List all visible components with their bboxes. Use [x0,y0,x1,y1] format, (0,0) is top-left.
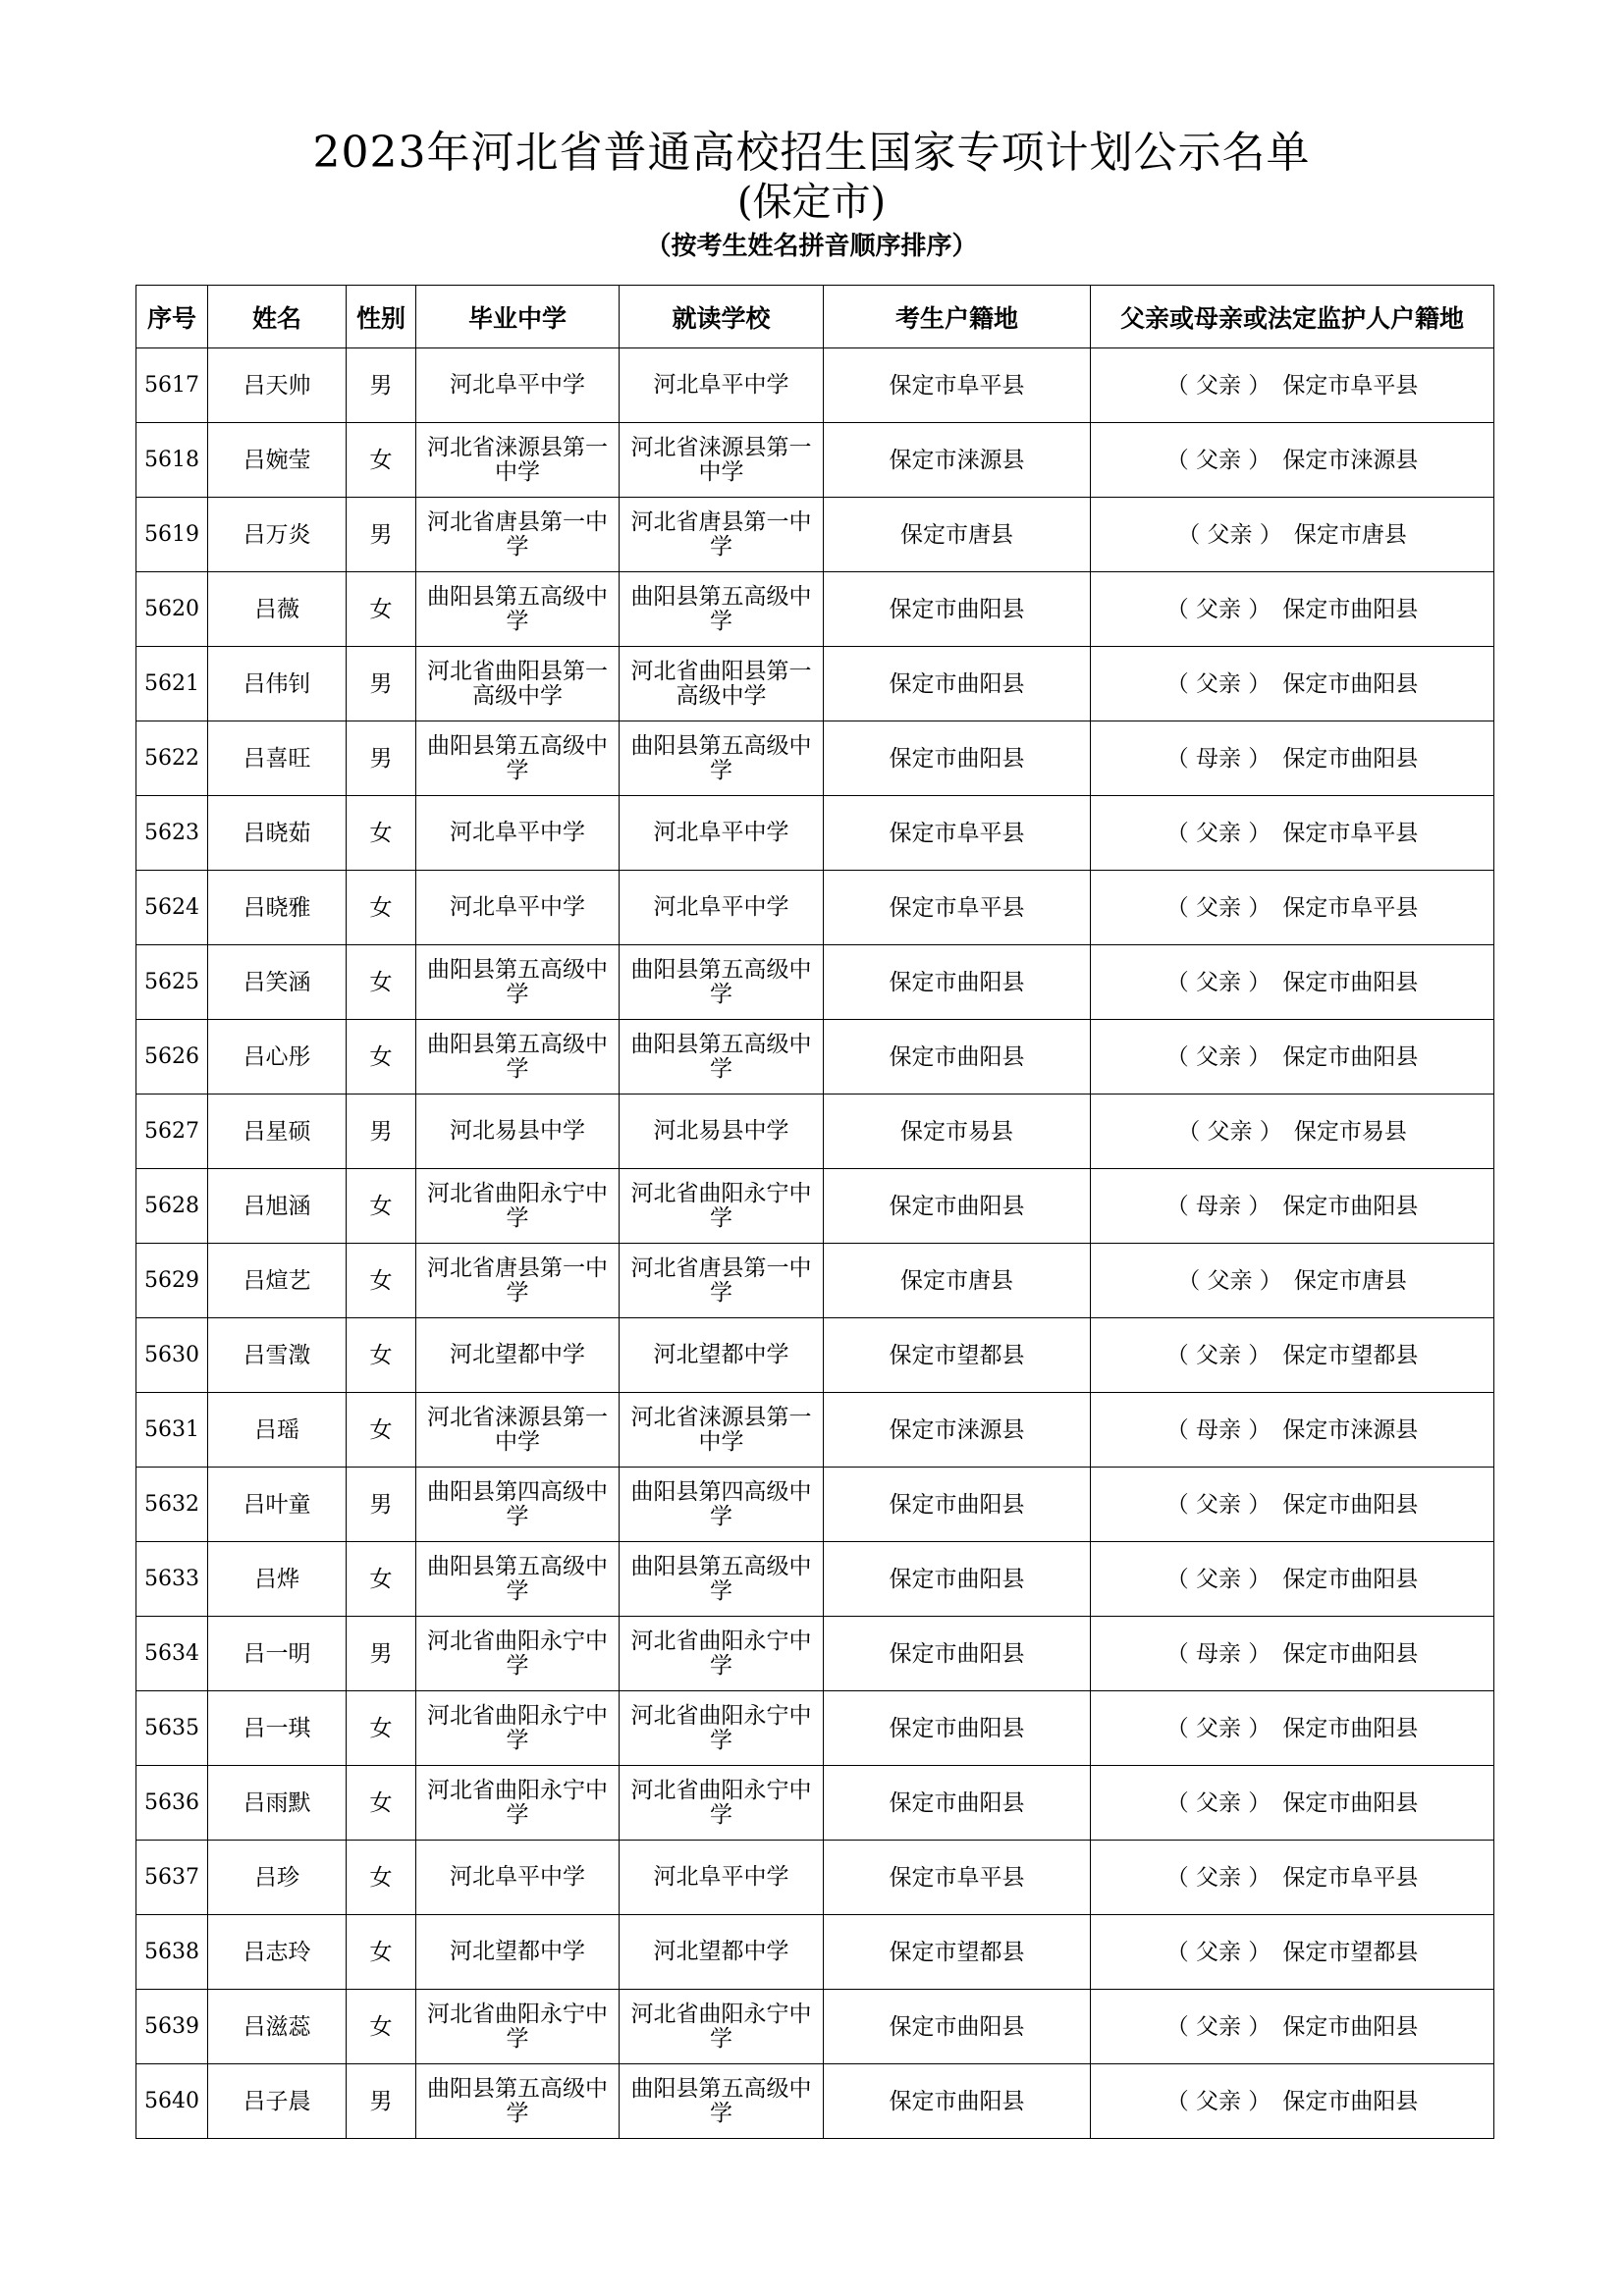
cell-name: 吕滋蕊 [208,1990,347,2064]
cell-seq: 5640 [136,2064,208,2139]
cell-gender: 女 [347,1318,416,1393]
cell-grad-school: 河北望都中学 [416,1915,620,1990]
document-city: (保定市) [736,180,887,225]
cell-hukou: 保定市曲阳县 [824,721,1091,796]
guardian-hukou: 保定市曲阳县 [1282,1193,1419,1219]
cell-name: 吕雪澂 [208,1318,347,1393]
cell-study-school: 河北阜平中学 [620,796,824,871]
header-grad-school: 毕业中学 [416,286,620,348]
cell-guardian [1091,1318,1494,1393]
cell-seq: 5632 [136,1468,208,1542]
guardian-hukou: 保定市曲阳县 [1282,2013,1419,2040]
cell-grad-school: 河北阜平中学 [416,796,620,871]
table-row [136,945,1494,1020]
guardian-hukou: 保定市曲阳县 [1282,1491,1419,1518]
cell-grad-school: 河北省曲阳永宁中学 [416,1617,620,1691]
cell-grad-school: 河北省涞源县第一中学 [416,1393,620,1468]
cell-hukou: 保定市望都县 [824,1915,1091,1990]
cell-seq: 5633 [136,1542,208,1617]
guardian-hukou: 保定市曲阳县 [1282,1715,1419,1741]
cell-gender: 女 [347,1841,416,1915]
cell-guardian [1091,1020,1494,1095]
cell-hukou: 保定市阜平县 [824,796,1091,871]
cell-name: 吕煊艺 [208,1244,347,1318]
cell-hukou: 保定市曲阳县 [824,2064,1091,2139]
cell-study-school: 曲阳县第五高级中学 [620,2064,824,2139]
cell-name: 吕子晨 [208,2064,347,2139]
cell-hukou: 保定市阜平县 [824,1841,1091,1915]
table-row [136,796,1494,871]
guardian-relation: （ 母亲 ） [1165,1416,1271,1443]
cell-guardian [1091,1244,1494,1318]
guardian-hukou: 保定市唐县 [1293,1267,1407,1294]
cell-seq: 5622 [136,721,208,796]
cell-guardian [1091,1095,1494,1169]
cell-name: 吕天帅 [208,348,347,423]
cell-hukou: 保定市曲阳县 [824,572,1091,647]
guardian-relation: （ 父亲 ） [1165,1342,1271,1368]
guardian-relation: （ 父亲 ） [1165,670,1271,697]
cell-guardian [1091,423,1494,498]
document-title: 2023年河北省普通高校招生国家专项计划公示名单 [312,128,1311,178]
guardian-hukou: 保定市曲阳县 [1282,969,1419,995]
cell-grad-school: 河北省曲阳永宁中学 [416,1766,620,1841]
cell-gender: 男 [347,721,416,796]
table-row [136,423,1494,498]
cell-seq: 5628 [136,1169,208,1244]
cell-study-school: 河北省曲阳县第一高级中学 [620,647,824,721]
table-row [136,1691,1494,1766]
guardian-relation: （ 母亲 ） [1165,1193,1271,1219]
cell-hukou: 保定市曲阳县 [824,1468,1091,1542]
cell-gender: 女 [347,423,416,498]
cell-name: 吕星硕 [208,1095,347,1169]
cell-study-school: 河北望都中学 [620,1915,824,1990]
cell-grad-school: 曲阳县第五高级中学 [416,1020,620,1095]
cell-grad-school: 河北省涞源县第一中学 [416,423,620,498]
cell-gender: 女 [347,1915,416,1990]
cell-hukou: 保定市曲阳县 [824,647,1091,721]
cell-name: 吕薇 [208,572,347,647]
guardian-hukou: 保定市曲阳县 [1282,1043,1419,1070]
cell-study-school: 河北省曲阳永宁中学 [620,1169,824,1244]
guardian-hukou: 保定市曲阳县 [1282,1566,1419,1592]
table-row [136,2064,1494,2139]
cell-hukou: 保定市易县 [824,1095,1091,1169]
guardian-relation: （ 母亲 ） [1165,1640,1271,1667]
table-row [136,1915,1494,1990]
cell-hukou: 保定市涞源县 [824,423,1091,498]
table-row [136,1318,1494,1393]
cell-hukou: 保定市阜平县 [824,348,1091,423]
cell-study-school: 河北省唐县第一中学 [620,1244,824,1318]
table-row [136,721,1494,796]
cell-seq: 5638 [136,1915,208,1990]
cell-guardian [1091,796,1494,871]
guardian-hukou: 保定市曲阳县 [1282,670,1419,697]
cell-name: 吕志玲 [208,1915,347,1990]
cell-gender: 女 [347,1020,416,1095]
guardian-relation: （ 父亲 ） [1165,894,1271,921]
guardian-hukou: 保定市涞源县 [1282,447,1419,473]
cell-name: 吕瑶 [208,1393,347,1468]
cell-guardian [1091,1766,1494,1841]
cell-gender: 女 [347,871,416,945]
cell-guardian [1091,1393,1494,1468]
table-row [136,1542,1494,1617]
cell-hukou: 保定市唐县 [824,1244,1091,1318]
cell-study-school: 曲阳县第四高级中学 [620,1468,824,1542]
cell-seq: 5635 [136,1691,208,1766]
cell-hukou: 保定市曲阳县 [824,1169,1091,1244]
cell-grad-school: 曲阳县第五高级中学 [416,721,620,796]
cell-seq: 5621 [136,647,208,721]
cell-name: 吕珍 [208,1841,347,1915]
cell-seq: 5624 [136,871,208,945]
guardian-hukou: 保定市望都县 [1282,1939,1419,1965]
cell-study-school: 河北易县中学 [620,1095,824,1169]
cell-guardian [1091,1990,1494,2064]
cell-name: 吕一琪 [208,1691,347,1766]
cell-gender: 女 [347,1766,416,1841]
cell-gender: 女 [347,1990,416,2064]
cell-name: 吕旭涵 [208,1169,347,1244]
sort-note: （按考生姓名拼音顺序排序） [645,232,978,261]
cell-study-school: 河北省曲阳永宁中学 [620,1990,824,2064]
table-row [136,1617,1494,1691]
cell-seq: 5619 [136,498,208,572]
cell-study-school: 河北省曲阳永宁中学 [620,1617,824,1691]
cell-gender: 男 [347,1095,416,1169]
guardian-relation: （ 父亲 ） [1177,521,1282,548]
cell-gender: 女 [347,572,416,647]
cell-hukou: 保定市曲阳县 [824,1766,1091,1841]
cell-seq: 5626 [136,1020,208,1095]
cell-gender: 女 [347,796,416,871]
cell-name: 吕雨默 [208,1766,347,1841]
cell-study-school: 河北省涞源县第一中学 [620,1393,824,1468]
cell-seq: 5625 [136,945,208,1020]
cell-seq: 5631 [136,1393,208,1468]
header-name: 姓名 [208,286,347,348]
cell-grad-school: 曲阳县第五高级中学 [416,572,620,647]
cell-name: 吕晓茹 [208,796,347,871]
cell-grad-school: 曲阳县第五高级中学 [416,945,620,1020]
guardian-relation: （ 父亲 ） [1165,1566,1271,1592]
cell-guardian [1091,1169,1494,1244]
guardian-hukou: 保定市曲阳县 [1282,1789,1419,1816]
cell-guardian [1091,647,1494,721]
cell-seq: 5618 [136,423,208,498]
cell-hukou: 保定市曲阳县 [824,1691,1091,1766]
cell-seq: 5617 [136,348,208,423]
cell-study-school: 曲阳县第五高级中学 [620,945,824,1020]
guardian-relation: （ 父亲 ） [1165,372,1271,399]
guardian-relation: （ 父亲 ） [1165,2088,1271,2114]
cell-study-school: 河北省涞源县第一中学 [620,423,824,498]
guardian-hukou: 保定市阜平县 [1282,372,1419,399]
guardian-relation: （ 父亲 ） [1177,1267,1282,1294]
cell-name: 吕烨 [208,1542,347,1617]
cell-name: 吕伟钊 [208,647,347,721]
cell-study-school: 河北省曲阳永宁中学 [620,1691,824,1766]
cell-name: 吕笑涵 [208,945,347,1020]
guardian-hukou: 保定市阜平县 [1282,820,1419,846]
cell-guardian [1091,945,1494,1020]
header-gender: 性别 [347,286,416,348]
cell-name: 吕一明 [208,1617,347,1691]
cell-seq: 5634 [136,1617,208,1691]
cell-hukou: 保定市望都县 [824,1318,1091,1393]
cell-grad-school: 河北易县中学 [416,1095,620,1169]
cell-grad-school: 曲阳县第五高级中学 [416,1542,620,1617]
cell-grad-school: 河北望都中学 [416,1318,620,1393]
guardian-hukou: 保定市曲阳县 [1282,2088,1419,2114]
cell-gender: 女 [347,1244,416,1318]
cell-guardian [1091,1617,1494,1691]
cell-hukou: 保定市曲阳县 [824,945,1091,1020]
header-seq: 序号 [136,286,208,348]
cell-guardian [1091,1542,1494,1617]
cell-gender: 女 [347,1691,416,1766]
guardian-relation: （ 父亲 ） [1165,1789,1271,1816]
table-row [136,1169,1494,1244]
cell-hukou: 保定市唐县 [824,498,1091,572]
guardian-relation: （ 母亲 ） [1165,745,1271,772]
cell-gender: 男 [347,2064,416,2139]
header-hukou: 考生户籍地 [824,286,1091,348]
cell-study-school: 曲阳县第五高级中学 [620,1542,824,1617]
cell-name: 吕心彤 [208,1020,347,1095]
guardian-hukou: 保定市阜平县 [1282,1864,1419,1891]
cell-name: 吕叶童 [208,1468,347,1542]
header-guardian-hukou: 父亲或母亲或法定监护人户籍地 [1091,286,1494,348]
table-body [136,348,1494,2139]
guardian-hukou: 保定市曲阳县 [1282,745,1419,772]
cell-seq: 5627 [136,1095,208,1169]
cell-hukou: 保定市曲阳县 [824,1020,1091,1095]
guardian-relation: （ 父亲 ） [1165,596,1271,622]
cell-hukou: 保定市涞源县 [824,1393,1091,1468]
table-row [136,1095,1494,1169]
cell-seq: 5620 [136,572,208,647]
table-row [136,498,1494,572]
cell-gender: 男 [347,647,416,721]
cell-study-school: 河北阜平中学 [620,871,824,945]
cell-seq: 5637 [136,1841,208,1915]
table-row [136,871,1494,945]
cell-gender: 男 [347,498,416,572]
cell-guardian [1091,1841,1494,1915]
cell-gender: 女 [347,945,416,1020]
cell-study-school: 曲阳县第五高级中学 [620,721,824,796]
table-header-row [136,286,1494,348]
cell-name: 吕喜旺 [208,721,347,796]
guardian-relation: （ 父亲 ） [1165,969,1271,995]
cell-gender: 女 [347,1169,416,1244]
guardian-relation: （ 父亲 ） [1177,1118,1282,1145]
table-row [136,348,1494,423]
cell-name: 吕晓雅 [208,871,347,945]
table-row [136,1020,1494,1095]
table-row [136,1990,1494,2064]
table-row [136,647,1494,721]
cell-hukou: 保定市阜平县 [824,871,1091,945]
guardian-hukou: 保定市望都县 [1282,1342,1419,1368]
cell-gender: 男 [347,348,416,423]
cell-grad-school: 曲阳县第五高级中学 [416,2064,620,2139]
cell-grad-school: 河北阜平中学 [416,348,620,423]
cell-seq: 5636 [136,1766,208,1841]
table-row [136,1244,1494,1318]
guardian-relation: （ 父亲 ） [1165,447,1271,473]
cell-name: 吕万炎 [208,498,347,572]
cell-grad-school: 河北省曲阳永宁中学 [416,1990,620,2064]
guardian-hukou: 保定市易县 [1293,1118,1407,1145]
cell-guardian [1091,871,1494,945]
cell-guardian [1091,498,1494,572]
table-row [136,1468,1494,1542]
cell-name: 吕婉莹 [208,423,347,498]
cell-hukou: 保定市曲阳县 [824,1990,1091,2064]
guardian-hukou: 保定市唐县 [1293,521,1407,548]
cell-study-school: 曲阳县第五高级中学 [620,1020,824,1095]
guardian-hukou: 保定市阜平县 [1282,894,1419,921]
guardian-relation: （ 父亲 ） [1165,1491,1271,1518]
guardian-relation: （ 父亲 ） [1165,1043,1271,1070]
cell-seq: 5623 [136,796,208,871]
cell-study-school: 河北阜平中学 [620,348,824,423]
guardian-hukou: 保定市涞源县 [1282,1416,1419,1443]
cell-hukou: 保定市曲阳县 [824,1542,1091,1617]
cell-grad-school: 曲阳县第四高级中学 [416,1468,620,1542]
cell-gender: 男 [347,1617,416,1691]
table-row [136,1766,1494,1841]
guardian-relation: （ 父亲 ） [1165,1715,1271,1741]
guardian-relation: （ 父亲 ） [1165,2013,1271,2040]
cell-guardian [1091,1915,1494,1990]
guardian-relation: （ 父亲 ） [1165,820,1271,846]
cell-guardian [1091,572,1494,647]
cell-study-school: 曲阳县第五高级中学 [620,572,824,647]
cell-grad-school: 河北省曲阳县第一高级中学 [416,647,620,721]
cell-seq: 5630 [136,1318,208,1393]
guardian-relation: （ 父亲 ） [1165,1864,1271,1891]
table-row [136,1393,1494,1468]
header-study-school: 就读学校 [620,286,824,348]
cell-grad-school: 河北阜平中学 [416,871,620,945]
cell-seq: 5639 [136,1990,208,2064]
cell-seq: 5629 [136,1244,208,1318]
guardian-hukou: 保定市曲阳县 [1282,1640,1419,1667]
cell-guardian [1091,721,1494,796]
cell-gender: 女 [347,1393,416,1468]
guardian-relation: （ 父亲 ） [1165,1939,1271,1965]
cell-study-school: 河北省曲阳永宁中学 [620,1766,824,1841]
cell-guardian [1091,1468,1494,1542]
cell-study-school: 河北望都中学 [620,1318,824,1393]
cell-guardian [1091,1691,1494,1766]
cell-study-school: 河北省唐县第一中学 [620,498,824,572]
table-row [136,572,1494,647]
table-row [136,1841,1494,1915]
cell-study-school: 河北阜平中学 [620,1841,824,1915]
roster-table [135,285,1494,2139]
cell-grad-school: 河北省曲阳永宁中学 [416,1169,620,1244]
cell-grad-school: 河北阜平中学 [416,1841,620,1915]
cell-gender: 男 [347,1468,416,1542]
cell-guardian [1091,2064,1494,2139]
cell-grad-school: 河北省唐县第一中学 [416,498,620,572]
cell-grad-school: 河北省唐县第一中学 [416,1244,620,1318]
cell-gender: 女 [347,1542,416,1617]
guardian-hukou: 保定市曲阳县 [1282,596,1419,622]
cell-hukou: 保定市曲阳县 [824,1617,1091,1691]
cell-guardian [1091,348,1494,423]
cell-grad-school: 河北省曲阳永宁中学 [416,1691,620,1766]
